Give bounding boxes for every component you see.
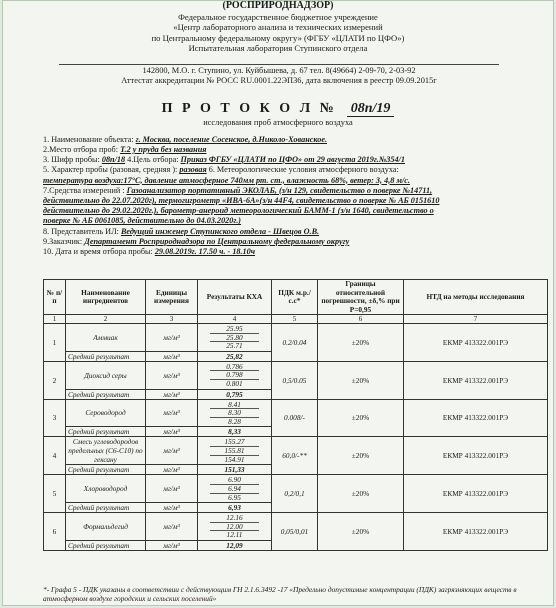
field-value: Департамент Росприроднадзора по Центральному федеральному округу	[84, 236, 350, 246]
average-value: 8,33	[198, 427, 272, 437]
field-line	[43, 135, 545, 145]
average-value: 25,82	[198, 351, 272, 361]
field-line	[43, 227, 545, 237]
field-label: 4.Цель отбора:	[125, 155, 181, 165]
ingredient-name: Формальдегид	[66, 513, 146, 541]
unit-cell: мг/м³	[146, 399, 198, 427]
ntd-value: ЕКМР 413322.001РЭ	[404, 399, 548, 437]
document-header	[3, 1, 553, 54]
average-label: Средний результат	[66, 351, 146, 361]
result-value: 25.71	[226, 341, 243, 351]
table-row	[44, 513, 548, 541]
average-label: Средний результат	[66, 540, 146, 550]
unit-cell: мг/м³	[146, 437, 198, 465]
error-value: ±20%	[318, 324, 404, 362]
results-cell	[198, 399, 272, 427]
field-label: 10. Дата и время отбора пробы:	[43, 247, 155, 257]
table-row	[44, 437, 548, 465]
ingredient-name: Аммиак	[66, 324, 146, 352]
row-number: 6	[44, 513, 66, 551]
table-header-row	[44, 280, 548, 315]
results-cell	[198, 513, 272, 541]
table-row	[44, 324, 548, 352]
field-value: Т.2 у пруда без названия	[120, 144, 207, 154]
field-value: разовая	[179, 165, 207, 175]
results-table	[43, 279, 548, 551]
row-number: 2	[44, 361, 66, 399]
row-number: 5	[44, 475, 66, 513]
results-cell	[198, 361, 272, 389]
field-line	[43, 196, 545, 206]
result-value: 155.81	[210, 447, 259, 456]
field-value: 29.08.2019г. 17.50 ч. - 18.10ч	[154, 247, 256, 257]
average-label: Средний результат	[66, 427, 146, 437]
footnote: *- Графа 5 - ПДК указаны в соответствии с действующим ГН 2.1.6.3492 -17 «Предельно допустимые концентрации (ПДК) загрязняющих веществ в атмосферном воздухе городских и сельских поселений»	[43, 585, 517, 603]
col-header: НТД на методы исследования	[404, 280, 548, 315]
header-line: «Центр лабораторного анализа и технических измерений	[173, 22, 383, 33]
address: 142800, М.О. г. Ступино, ул. Куйбышева, д. 67 тел. 8(49664) 2-09-70, 2-03-92	[142, 65, 416, 75]
field-value: температура воздуха:17°С, давление атмосферное 740мм рт. ст., влажность 68%, ветер: 3, 4,8 м/с.	[43, 175, 410, 185]
unit-cell: мг/м³	[146, 475, 198, 503]
col-number: 4	[198, 315, 272, 324]
protocol-document	[2, 0, 554, 606]
field-line	[43, 155, 545, 165]
field-label: 3. Шифр пробы:	[43, 155, 102, 165]
protocol-number: 08п/19	[347, 101, 395, 117]
average-value: 12,09	[198, 540, 272, 550]
result-value: 12.00	[210, 523, 259, 532]
row-number: 1	[44, 324, 66, 362]
pdk-value: 60,0/-**	[272, 437, 318, 475]
result-value: 155.27	[210, 438, 259, 447]
unit-cell: мг/м³	[146, 389, 198, 399]
average-value: 6,93	[198, 503, 272, 513]
field-line	[43, 237, 545, 247]
ntd-value: ЕКМР 413322.001РЭ	[404, 361, 548, 399]
result-value: 25.80	[210, 334, 259, 343]
field-label: 2.Место отбора проб:	[43, 144, 121, 154]
unit-cell: мг/м³	[146, 427, 198, 437]
header-line: Федеральное государственное бюджетное учреждение	[178, 11, 378, 22]
ingredient-name: Сероводород	[66, 399, 146, 427]
title-subtitle: исследования проб атмосферного воздуха	[203, 117, 353, 127]
col-number: 2	[66, 315, 146, 324]
result-value: 6.94	[210, 485, 259, 494]
col-header: № п/п	[44, 280, 66, 315]
col-header: ПДК м.р./с.с*	[272, 280, 318, 315]
results-cell	[198, 475, 272, 503]
field-line	[43, 216, 545, 226]
field-line	[43, 165, 545, 175]
result-value: 12.16	[210, 514, 259, 523]
field-value: г. Москва, поселение Сосенское, д.Николо-Хованское.	[135, 134, 327, 144]
field-value: 08п/18	[101, 155, 126, 165]
ingredient-name: Смесь углеводородов предельных (С6-С10) по гексану	[66, 437, 146, 465]
field-label: 9.Заказчик:	[43, 236, 85, 246]
ingredient-name: Хлороводород	[66, 475, 146, 503]
pdk-value: 0,05/0,01	[272, 513, 318, 551]
field-value: Приказ ФГБУ «ЦЛАТИ по ЦФО» от 29 августа 2019г.№354/1	[180, 155, 405, 165]
table-row	[44, 475, 548, 503]
col-number: 5	[272, 315, 318, 324]
agency-name: (РОСПРИРОДНАДЗОР)	[222, 0, 334, 11]
result-value: 6.95	[228, 492, 241, 502]
field-label: 7.Средства измерений :	[43, 185, 127, 195]
unit-cell: мг/м³	[146, 503, 198, 513]
table-row	[44, 399, 548, 427]
unit-cell: мг/м³	[146, 361, 198, 389]
field-value: поверке № АБ 0061085, действительно до 04.03.2020г.)	[43, 216, 242, 226]
results-cell	[198, 437, 272, 465]
result-value: 12.11	[226, 530, 243, 540]
pdk-value: 0.008/-	[272, 399, 318, 437]
result-value: 8.41	[210, 401, 259, 410]
unit-cell: мг/м³	[146, 324, 198, 352]
col-header: Единицы измерения	[146, 280, 198, 315]
result-value: 0.798	[210, 371, 259, 380]
unit-cell: мг/м³	[146, 513, 198, 541]
error-value: ±20%	[318, 361, 404, 399]
unit-cell: мг/м³	[146, 540, 198, 550]
col-header: Наименование ингредиентов	[66, 280, 146, 315]
pdk-value: 0,5/0.05	[272, 361, 318, 399]
field-label: 5. Характер пробы (разовая, средняя ):	[43, 165, 180, 175]
average-value: 151,33	[198, 465, 272, 475]
error-value: ±20%	[318, 399, 404, 437]
result-value: 0.786	[210, 363, 259, 372]
header-line: по Центральному федеральному округу» (ФГБУ «ЦЛАТИ по ЦФО»)	[151, 32, 405, 43]
field-value: Ведущий инженер Ступинского отдела - Швецов О.В.	[120, 226, 320, 236]
col-header: Границы относительной погрешности, ±δ,% при Р=0,95	[318, 280, 404, 315]
field-line	[43, 176, 545, 186]
field-line	[43, 186, 545, 196]
field-line	[43, 247, 545, 257]
col-header: Результаты КХА	[198, 280, 272, 315]
field-line	[43, 206, 545, 216]
average-value: 0,795	[198, 389, 272, 399]
average-label: Средний результат	[66, 465, 146, 475]
error-value: ±20%	[318, 513, 404, 551]
table-row	[44, 361, 548, 389]
ntd-value: ЕКМР 413322.001РЭ	[404, 475, 548, 513]
field-label: 1. Наименование объекта:	[43, 134, 136, 144]
field-label: 6. Метеорологические условия атмосферного воздуха:	[206, 165, 399, 175]
result-value: 154.91	[224, 454, 245, 464]
field-line	[43, 145, 545, 155]
unit-cell: мг/м³	[146, 465, 198, 475]
row-number: 3	[44, 399, 66, 437]
ntd-value: ЕКМР 413322.001РЭ	[404, 437, 548, 475]
average-label: Средний результат	[66, 503, 146, 513]
col-number: 6	[318, 315, 404, 324]
ingredient-name: Диоксид серы	[66, 361, 146, 389]
ntd-value: ЕКМР 413322.001РЭ	[404, 513, 548, 551]
result-value: 8.28	[228, 416, 241, 426]
field-value: действительно до 22.07.2020г), термогигрометр «ИВА-6А»(з/н 44F4, свидетельство о поверке № АБ 0151610	[43, 196, 440, 205]
error-value: ±20%	[318, 475, 404, 513]
pdk-value: 0.2/0.04	[272, 324, 318, 362]
result-value: 0.801	[226, 378, 243, 388]
result-value: 6.90	[210, 476, 259, 485]
header-line: Испытательная лаборатория Ступинского отдела	[188, 43, 368, 54]
field-value: действительно до 29.02.2020г.), барометр-анероид метеорологический БАММ-1 (з/н 1640, свидетельство о	[43, 206, 434, 216]
pdk-value: 0,2/0,1	[272, 475, 318, 513]
row-number: 4	[44, 437, 66, 475]
title-word: П Р О Т О К О Л №	[161, 100, 337, 116]
col-number: 1	[44, 315, 66, 324]
address-block	[59, 64, 499, 87]
results-cell	[198, 324, 272, 352]
page-title	[3, 101, 553, 117]
field-label: 8. Представитель ИЛ:	[43, 226, 121, 236]
col-number: 3	[146, 315, 198, 324]
ntd-value: ЕКМР 413322.001РЭ	[404, 324, 548, 362]
error-value: ±20%	[318, 437, 404, 475]
protocol-fields	[43, 135, 545, 257]
average-label: Средний результат	[66, 389, 146, 399]
result-value: 8.30	[210, 409, 259, 418]
field-value: Газоанализатор портативный ЭКОЛАБ, (з/н 129, свидетельство о поверке №14711,	[126, 185, 433, 195]
col-number: 7	[404, 315, 548, 324]
unit-cell: мг/м³	[146, 351, 198, 361]
column-number-row	[44, 315, 548, 324]
result-value: 25.95	[210, 325, 259, 334]
accreditation: Аттестат аккредитации № РОСС RU.0001.22ЭП36, дата включения в реестр 09.09.2015г	[121, 76, 437, 86]
